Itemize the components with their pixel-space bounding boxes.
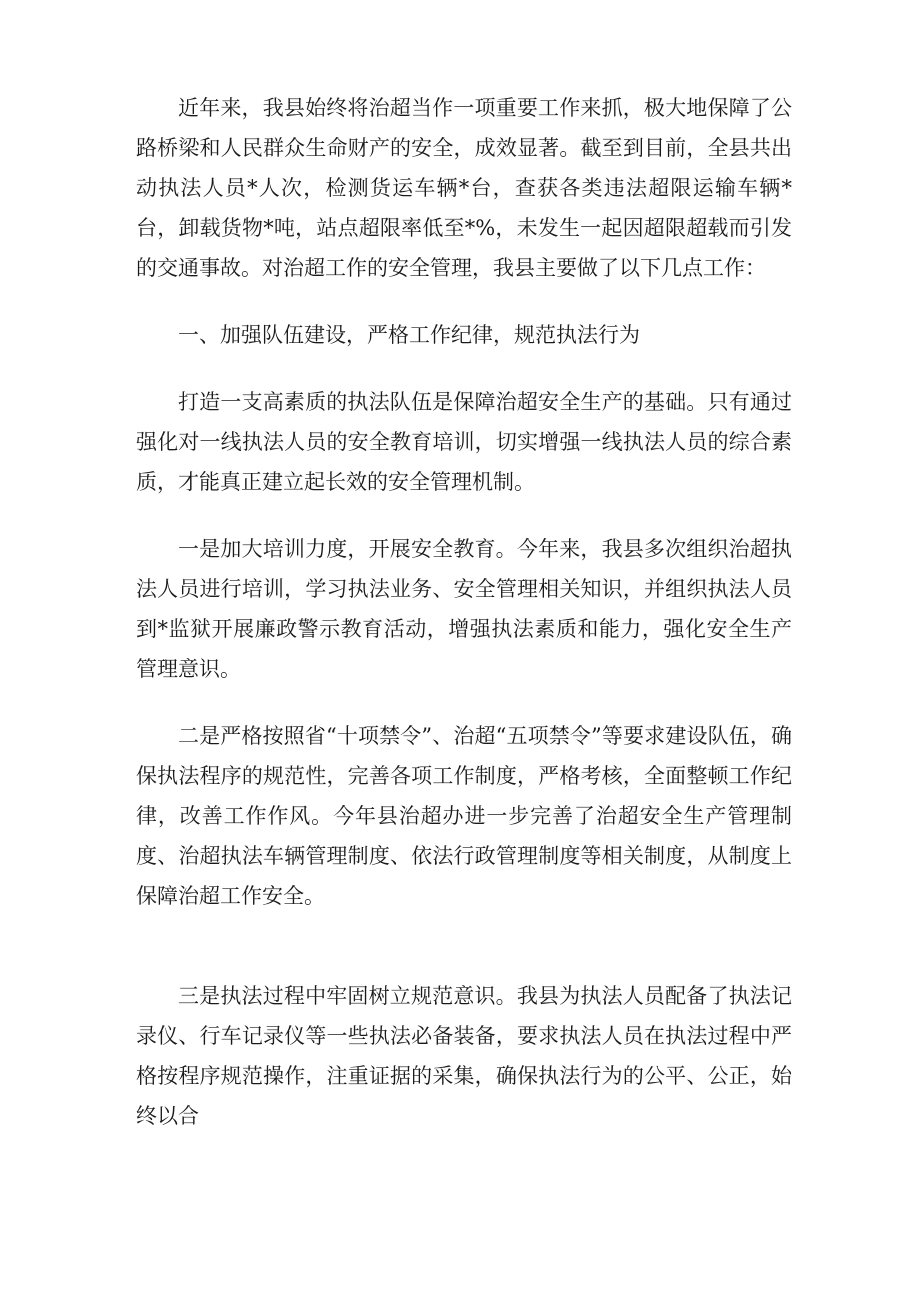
- body-paragraph: 三是执法过程中牢固树立规范意识。我县为执法人员配备了执法记录仪、行车记录仪等一些执法必备装备，要求执法人员在执法过程中严格按程序规范操作，注重证据的采集，确保执法行为的公平、公正，始终以合: [136, 984, 792, 1128]
- body-paragraph: 一是加大培训力度，开展安全教育。今年来，我县多次组织治超执法人员进行培训，学习执法业务、安全管理相关知识，并组织执法人员到*监狱开展廉政警示教育活动，增强执法素质和能力，强化安全生产管理意识。: [136, 537, 792, 681]
- section-heading: 一、加强队伍建设，严格工作纪律，规范执法行为: [178, 323, 640, 347]
- body-paragraph: 打造一支高素质的执法队伍是保障治超安全生产的基础。只有通过强化对一线执法人员的安全教育培训，切实增强一线执法人员的综合素质，才能真正建立起长效的安全管理机制。: [136, 390, 792, 494]
- body-paragraph: 二是严格按照省“十项禁令”、治超“五项禁令”等要求建设队伍，确保执法程序的规范性，完善各项工作制度，严格考核，全面整顿工作纪律，改善工作作风。今年县治超办进一步完善了治超安全生产管理制度、治超执法车辆管理制度、依法行政管理制度等相关制度，从制度上保障治超工作安全。: [136, 724, 792, 908]
- intro-paragraph: 近年来，我县始终将治超当作一项重要工作来抓，极大地保障了公路桥梁和人民群众生命财产的安全，成效显著。截至到目前，全县共出动执法人员*人次，检测货运车辆*台，查获各类违法超限运输车辆*台，卸载货物*吨，站点超限率低至*%，未发生一起因超限超载而引发的交通事故。对治超工作的安全管理，我县主要做了以下几点工作：: [136, 96, 792, 280]
- document-body: [136, 88, 792, 1163]
